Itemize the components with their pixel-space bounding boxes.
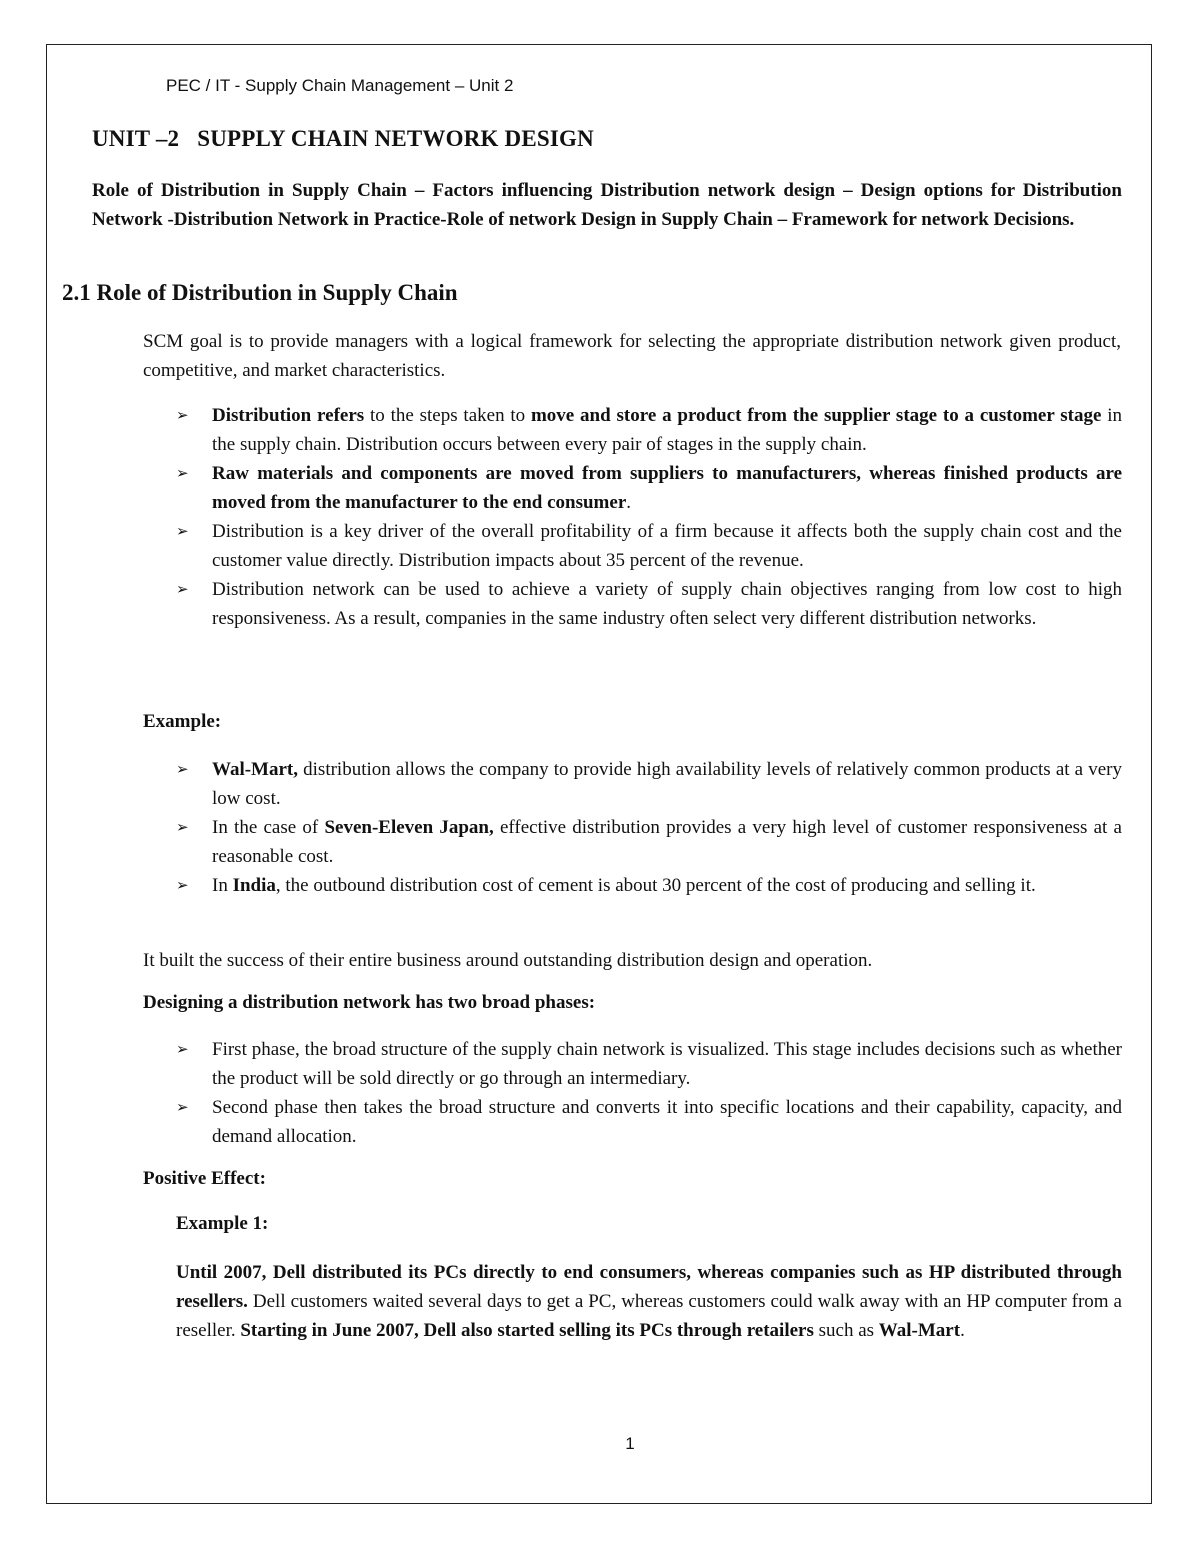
distribution-bullets	[176, 401, 1122, 633]
unit-name: SUPPLY CHAIN NETWORK DESIGN	[197, 126, 594, 151]
list-item: ➢ First phase, the broad structure of the supply chain network is visualized. This stage includes decisions such as whether the product will be sold directly or go through an intermediary.	[176, 1035, 1122, 1093]
positive-effect-label: Positive Effect:	[143, 1168, 266, 1189]
arrow-bullet-icon: ➢	[176, 522, 189, 540]
page-number: 1	[625, 1434, 635, 1453]
arrow-bullet-icon: ➢	[176, 1098, 189, 1116]
list-item: ➢ Distribution is a key driver of the overall profitability of a firm because it affects both the supply chain cost and the customer value directly. Distribution impacts about 35 percent of the revenue.	[176, 517, 1122, 575]
arrow-bullet-icon: ➢	[176, 580, 189, 598]
intro-paragraph: SCM goal is to provide managers with a logical framework for selecting the appropriate distribution network given product, competitive, and market characteristics.	[143, 331, 1121, 381]
example-label: Example:	[143, 711, 222, 732]
arrow-bullet-icon: ➢	[176, 464, 189, 482]
arrow-bullet-icon: ➢	[176, 1040, 189, 1058]
unit-title	[92, 126, 594, 152]
arrow-bullet-icon: ➢	[176, 876, 189, 894]
list-item: ➢ Distribution refers to the steps taken to move and store a product from the supplier stage to a customer stage in the supply chain. Distribution occurs between every pair of stages in the supply chain.	[176, 401, 1122, 459]
arrow-bullet-icon: ➢	[176, 818, 189, 836]
list-item: ➢ Raw materials and components are moved from suppliers to manufacturers, whereas finished products are moved from the manufacturer to the end consumer.	[176, 459, 1122, 517]
running-header: PEC / IT - Supply Chain Management – Unit 2	[166, 76, 514, 95]
example-1-label: Example 1:	[176, 1213, 269, 1234]
list-item: ➢ In the case of Seven-Eleven Japan, effective distribution provides a very high level of customer responsiveness at a reasonable cost.	[176, 813, 1122, 871]
phases-label: Designing a distribution network has two broad phases:	[143, 992, 596, 1013]
arrow-bullet-icon: ➢	[176, 760, 189, 778]
list-item: ➢ Distribution network can be used to achieve a variety of supply chain objectives ranging from low cost to high responsiveness. As a result, companies in the same industry often select very different distribution networks.	[176, 575, 1122, 633]
list-item: ➢ Second phase then takes the broad structure and converts it into specific locations and their capability, capacity, and demand allocation.	[176, 1093, 1122, 1151]
list-item: ➢ Wal-Mart, distribution allows the company to provide high availability levels of relatively common products at a very low cost.	[176, 755, 1122, 813]
section-title: 2.1 Role of Distribution in Supply Chain	[62, 280, 458, 305]
arrow-bullet-icon: ➢	[176, 406, 189, 424]
example-1-paragraph: Until 2007, Dell distributed its PCs directly to end consumers, whereas companies such as HP distributed through resellers. Dell customers waited several days to get a PC, whereas customers could walk away with an HP computer from a reseller. Starting in June 2007, Dell also started selling its PCs through retailers such as Wal-Mart.	[176, 1262, 1122, 1341]
success-paragraph: It built the success of their entire business around outstanding distribution design and operation.	[143, 950, 873, 971]
unit-topics: Role of Distribution in Supply Chain – Factors influencing Distribution network design – Design options for Distribution Network -Distribution Network in Practice-Role of network Design in Supply Chain – Framework for network Decisions.	[92, 180, 1122, 230]
unit-number: UNIT –2	[92, 126, 180, 151]
list-item: ➢ In India, the outbound distribution cost of cement is about 30 percent of the cost of producing and selling it.	[176, 871, 1122, 900]
phase-bullets	[176, 1035, 1122, 1151]
example-bullets	[176, 755, 1122, 900]
